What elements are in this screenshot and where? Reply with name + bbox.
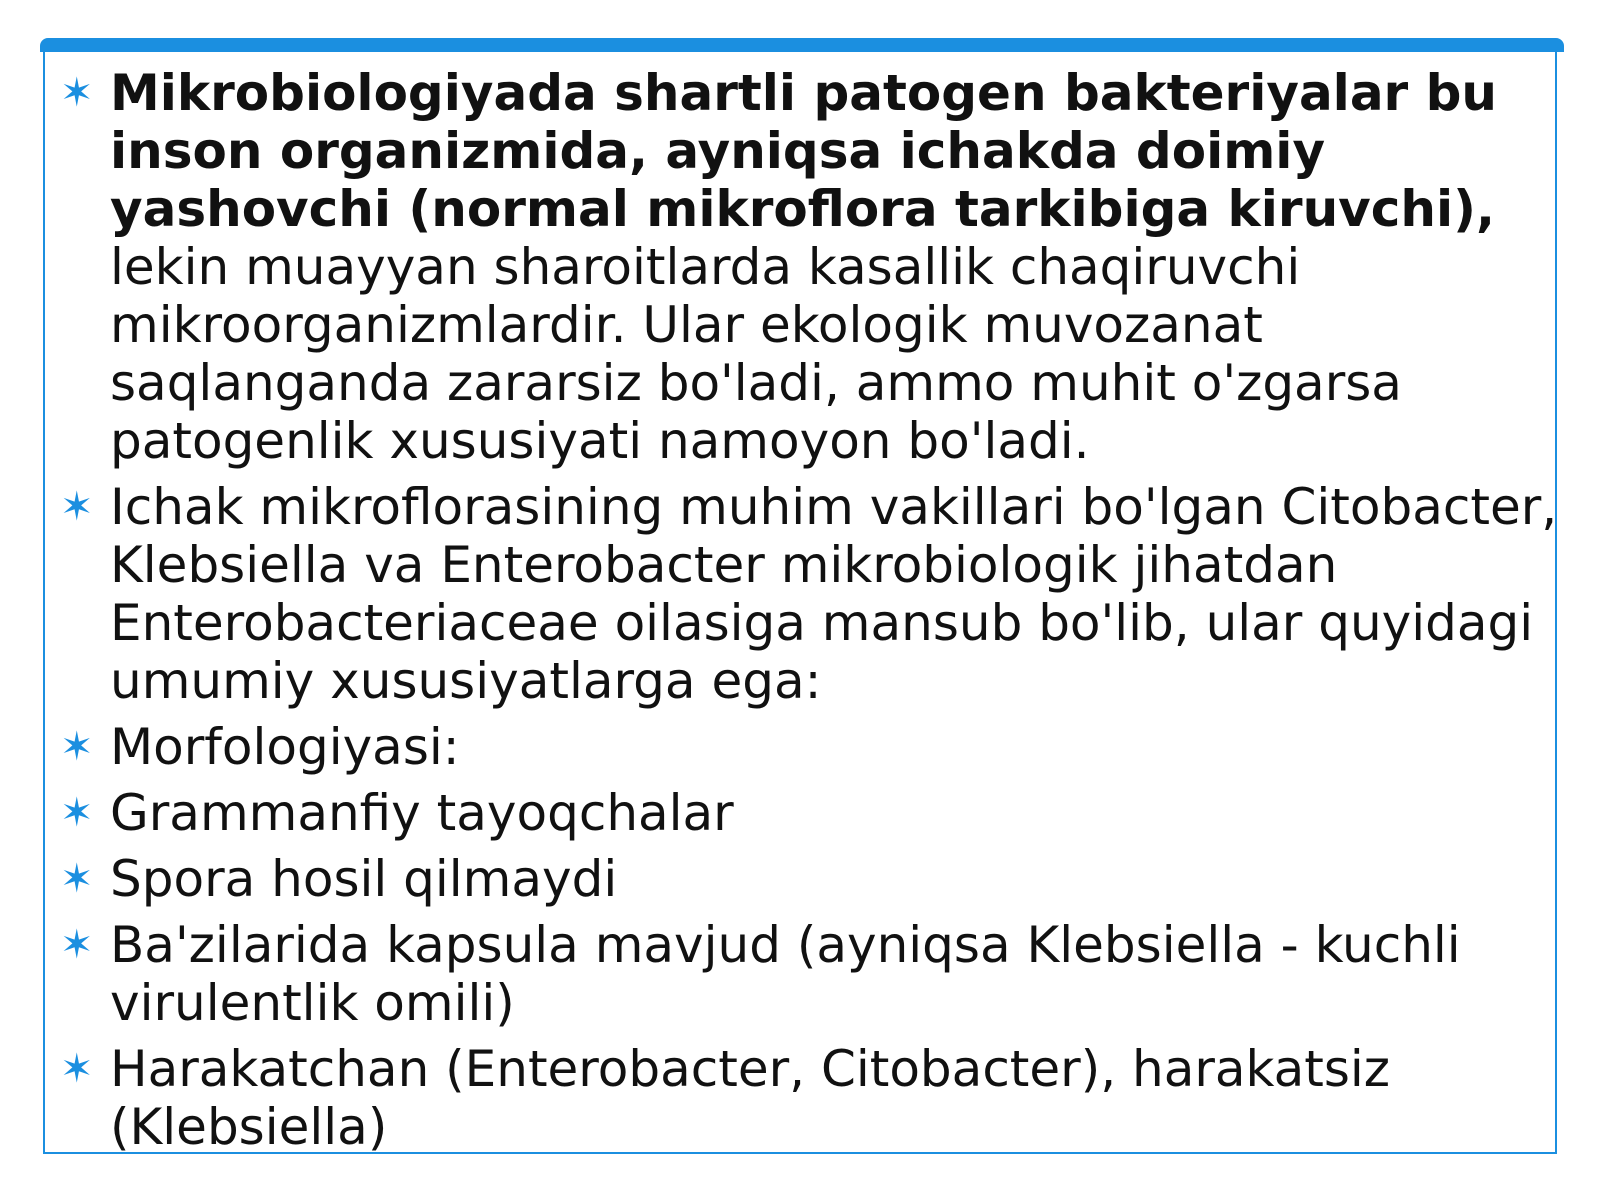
- asterisk-icon: ✶: [60, 484, 94, 530]
- asterisk-icon: ✶: [60, 790, 94, 836]
- bullet-bold-text: Mikrobiologiyada shartli patogen bakteriyalar bu inson organizmida, ayniqsa ichakda doimiy yashovchi (normal mikroflora tarkibiga kiruvchi),: [110, 64, 1498, 238]
- bullet-text: Harakatchan (Enterobacter, Citobacter), harakatsiz (Klebsiella): [110, 1040, 1391, 1156]
- bullet-item-capsule: [58, 916, 1558, 1032]
- bullet-text: Ichak mikroflorasining muhim vakillari bo'lgan Citobacter, Klebsiella va Enterobacter mikrobiologik jihatdan Enterobacteriaceae oilasiga mansub bo'lib, ular quyidagi umumiy xususiyatlarga ega:: [110, 478, 1558, 710]
- bullet-text: Ba'zilarida kapsula mavjud (ayniqsa Klebsiella - kuchli virulentlik omili): [110, 916, 1461, 1032]
- bullet-text: Morfologiyasi:: [110, 718, 460, 776]
- header-accent-bar: [40, 38, 1564, 52]
- bullet-item-morphology: [58, 718, 1558, 776]
- bullet-text: Grammanfiy tayoqchalar: [110, 784, 734, 842]
- bullet-list: [58, 64, 1558, 1156]
- slide-content: [58, 64, 1558, 1164]
- bullet-item-spore: [58, 850, 1558, 908]
- asterisk-icon: ✶: [60, 724, 94, 770]
- asterisk-icon: ✶: [60, 1046, 94, 1092]
- bullet-item-motility: [58, 1040, 1558, 1156]
- bullet-item-gram-negative: [58, 784, 1558, 842]
- bullet-item-family: [58, 478, 1558, 710]
- asterisk-icon: ✶: [60, 856, 94, 902]
- bullet-item-definition: [58, 64, 1558, 470]
- asterisk-icon: ✶: [60, 922, 94, 968]
- bullet-text: Spora hosil qilmaydi: [110, 850, 618, 908]
- bullet-text: lekin muayyan sharoitlarda kasallik chaqiruvchi mikroorganizmlardir. Ular ekologik muvozanat saqlanganda zararsiz bo'ladi, ammo muhit o'zgarsa patogenlik xususiyati namoyon bo'ladi.: [110, 238, 1402, 470]
- asterisk-icon: ✶: [60, 70, 94, 116]
